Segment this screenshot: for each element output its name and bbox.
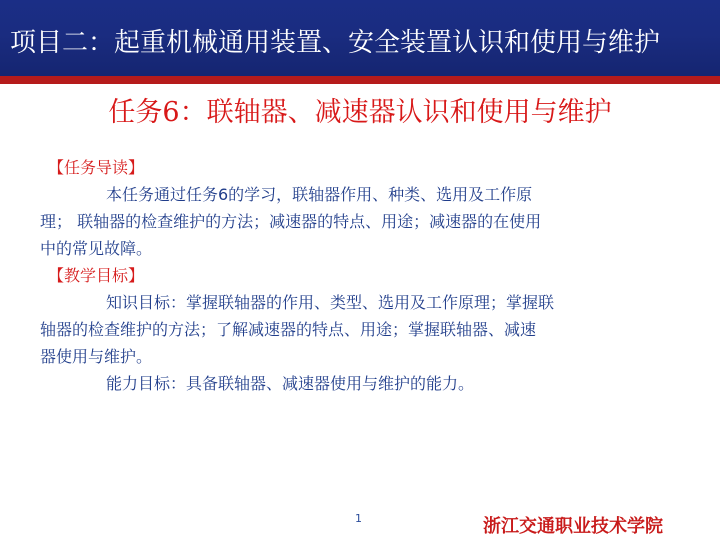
body-line: 中的常见故障。 [40, 239, 153, 258]
heading-teaching-goals: 【教学目标】 [48, 266, 145, 285]
heading-task-guide: 【任务导读】 [48, 158, 145, 177]
body-line: 轴器的检查维护的方法；了解减速器的特点、用途；掌握联轴器、减速 [40, 320, 537, 339]
body-line: 理； 联轴器的检查维护的方法；减速器的特点、用途；减速器的在使用 [40, 212, 542, 231]
header-bar [0, 0, 720, 76]
school-name: 浙江交通职业技术学院 [483, 516, 663, 537]
project-title: 项目二：起重机械通用装置、安全装置认识和使用与维护 [10, 28, 661, 58]
body-line: 能力目标：具备联轴器、减速器使用与维护的能力。 [106, 374, 475, 393]
body-line: 本任务通过任务6的学习，联轴器作用、种类、选用及工作原 [106, 185, 533, 204]
body-line: 器使用与维护。 [40, 347, 153, 366]
body-line: 知识目标：掌握联轴器的作用、类型、选用及工作原理；掌握联 [106, 293, 555, 312]
header-accent-stripe [0, 76, 720, 84]
page-number: 1 [355, 512, 362, 525]
slide-title: 任务6：联轴器、减速器认识和使用与维护 [108, 97, 612, 128]
